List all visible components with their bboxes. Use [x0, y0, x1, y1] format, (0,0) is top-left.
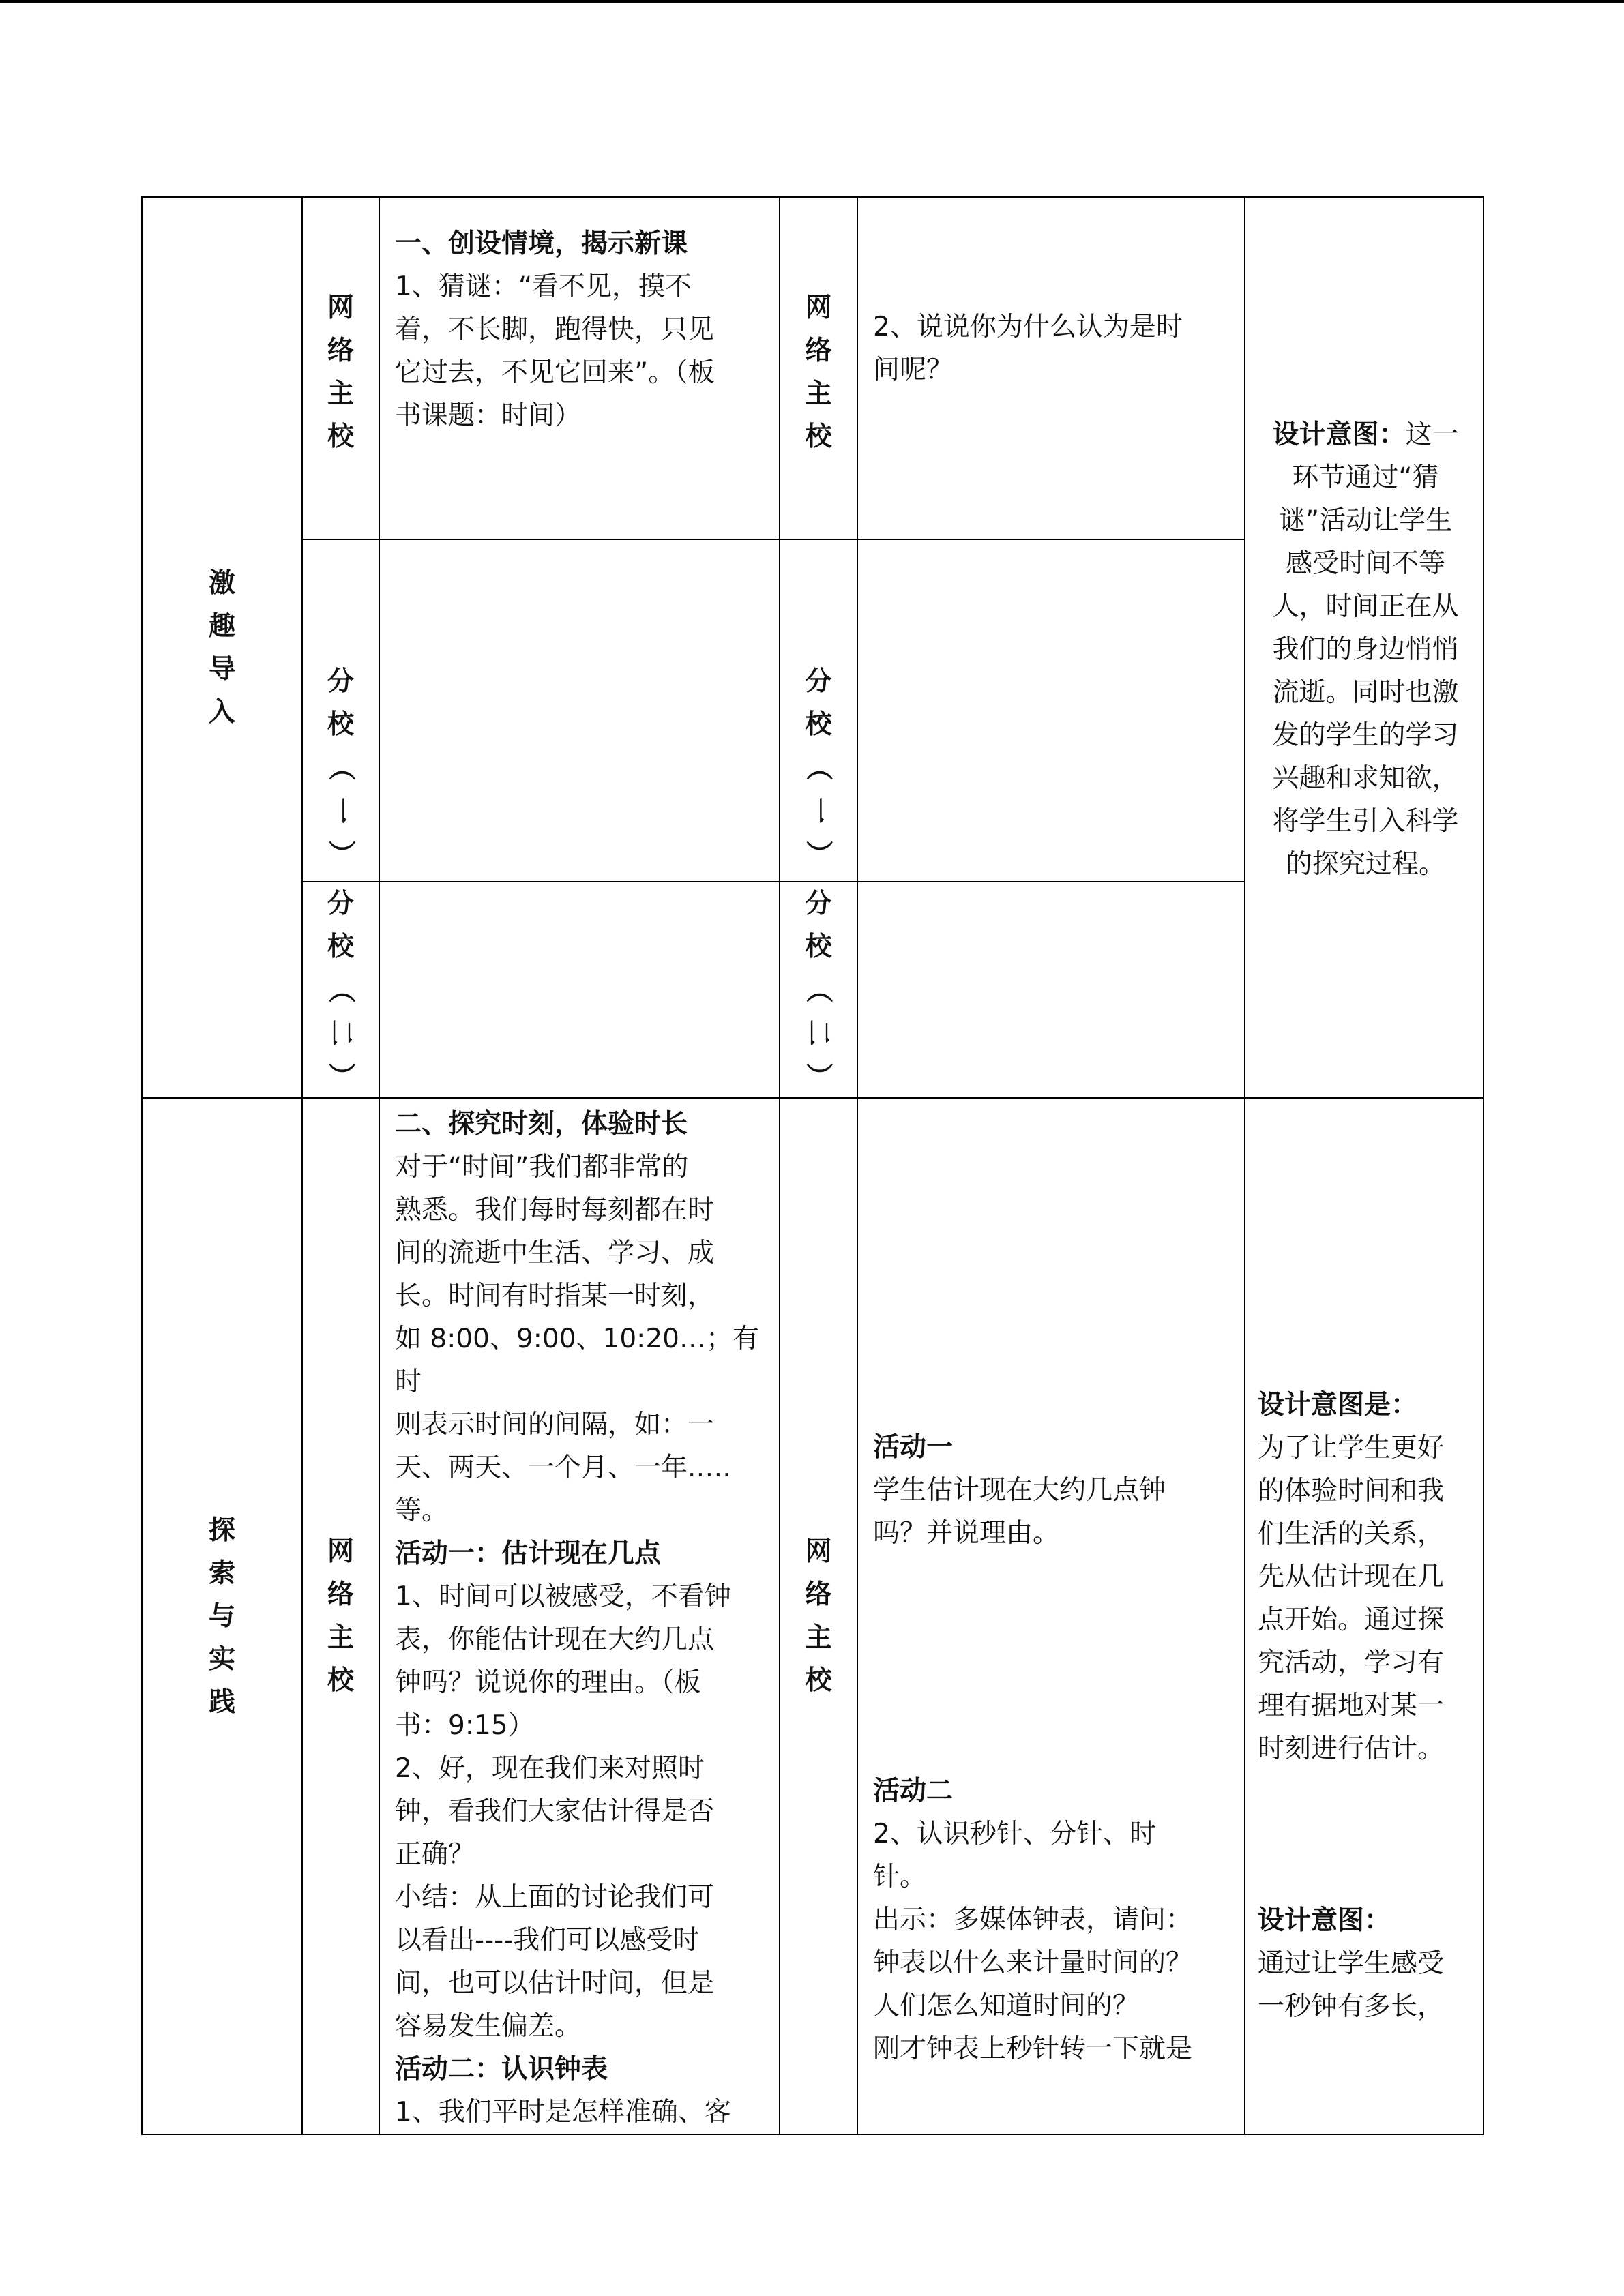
explore-teacher-line: 钟，看我们大家估计得是否: [395, 1796, 715, 1827]
explore-teacher-main-label-cell: [302, 1098, 379, 2134]
stage-explore-cell: [142, 1098, 302, 2134]
intro-teacher-heading: 一、创设情境，揭示新课: [395, 228, 688, 259]
label-char: [803, 746, 834, 789]
explore-activity1-title: 活动一: [873, 1432, 954, 1463]
explore-teacher-line: 对于“时间”我们都非常的: [395, 1152, 689, 1182]
explore-teacher-line: 2、好，现在我们来对照时: [395, 1753, 705, 1784]
explore-design-line: 理有据地对某一: [1258, 1690, 1445, 1721]
explore-design-line: 点开始。通过探: [1258, 1605, 1445, 1635]
intro-student-branch1-label: [780, 660, 857, 875]
explore-activity2-line: 刚才钟表上秒针转一下就是: [873, 2033, 1193, 2064]
lesson-plan-table: [141, 196, 1484, 2135]
label-number: 二: [325, 1019, 356, 1047]
explore-teacher-line: 以看出----我们可以感受时: [395, 1925, 700, 1956]
intro-design-line: 的探究过程。: [1285, 849, 1445, 880]
explore-design-cell: [1245, 1098, 1483, 2134]
intro-teacher-main-label-cell: [302, 197, 379, 539]
explore-activity2-line: 出示：多媒体钟表，请问：: [873, 1905, 1193, 1935]
label-char: 校: [327, 931, 354, 962]
explore-design-line: 为了让学生更好: [1258, 1433, 1445, 1463]
intro-design-line: 环节通过“猜: [1292, 462, 1439, 493]
explore-teacher-line: 天、两天、一个月、一年.….: [395, 1452, 731, 1483]
label-char: 分: [805, 889, 832, 919]
intro-teacher-line: 它过去，不见它回来”。（板: [395, 357, 715, 388]
label-paren-close: ）: [803, 839, 834, 867]
label-char: [327, 1011, 354, 1054]
intro-student-cell: [857, 197, 1245, 539]
label-char: [327, 832, 354, 875]
label-char: [327, 968, 354, 1011]
stage-intro-cell: [142, 197, 302, 1098]
explore-teacher-line: 间的流逝中生活、学习、成: [395, 1238, 715, 1268]
intro-student-main-label: 网络主校: [805, 293, 832, 452]
intro-design-cell: [1245, 197, 1483, 1098]
explore-activity2-line: 2、认识秒针、分针、时: [873, 1819, 1156, 1849]
intro-teacher-line: 着，不长脚，跑得快，只见: [395, 314, 715, 345]
explore-design-line: 通过让学生感受: [1258, 1948, 1445, 1979]
intro-design-line: 我们的身边悄悄: [1272, 634, 1459, 665]
stage-intro-label: 激趣导入: [208, 567, 235, 728]
explore-teacher-line: 钟吗？说说你的理由。（板: [395, 1667, 701, 1698]
label-char: [327, 1054, 354, 1097]
intro-student-line: 间呢？: [873, 355, 954, 385]
label-paren-open: （: [803, 976, 834, 1004]
label-char: [803, 789, 834, 832]
label-paren-close: ）: [803, 1062, 834, 1090]
label-paren-close: ）: [325, 1062, 356, 1090]
label-char: 分: [327, 666, 354, 697]
label-paren-close: ）: [325, 839, 356, 867]
explore-design-line: 一秒钟有多长，: [1258, 1991, 1445, 2022]
explore-design-title-2: 设计意图：: [1258, 1905, 1391, 1936]
intro-main-row: [142, 197, 1483, 539]
label-char: 校: [327, 709, 354, 740]
intro-design-line: 感受时间不等: [1285, 548, 1445, 579]
label-number: 二: [803, 1019, 834, 1047]
stage-explore-label: 探索与实践: [208, 1515, 235, 1718]
explore-teacher-heading: 活动二：认识钟表: [395, 2054, 608, 2085]
intro-student-branch2-label: [780, 882, 857, 1097]
intro-design-line: 流逝。同时也激: [1272, 677, 1459, 708]
label-char: [803, 832, 834, 875]
intro-teacher-cell: [379, 197, 780, 539]
intro-student-branch1-label-cell: [780, 539, 857, 882]
intro-student-branch2-label-cell: [780, 882, 857, 1098]
label-number: 一: [325, 796, 356, 824]
explore-design-title-1: 设计意图是：: [1258, 1390, 1418, 1420]
intro-teacher-branch1-label-cell: [302, 539, 379, 882]
label-number: 一: [803, 796, 834, 824]
explore-student-main-label-cell: [780, 1098, 857, 2134]
explore-teacher-line: 长。时间有时指某一时刻，: [395, 1281, 715, 1311]
explore-teacher-line: 小结：从上面的讨论我们可: [395, 1882, 715, 1913]
explore-student-main-label: 网络主校: [805, 1536, 832, 1696]
explore-design-line: 们生活的关系，: [1258, 1519, 1445, 1549]
label-char: 分: [805, 666, 832, 697]
explore-activity2-line: 人们怎么知道时间的？: [873, 1991, 1140, 2021]
intro-design-prefix-rest: 这一: [1405, 419, 1459, 450]
intro-student-main-label-cell: [780, 197, 857, 539]
explore-design-line: 先从估计现在几: [1258, 1562, 1445, 1592]
label-paren-open: （: [803, 754, 834, 781]
label-paren-open: （: [325, 976, 356, 1004]
explore-teacher-line: 等。: [395, 1495, 449, 1526]
explore-activity2-title: 活动二: [873, 1776, 954, 1806]
intro-teacher-branch2-label-cell: [302, 882, 379, 1098]
explore-teacher-heading: 活动一：估计现在几点: [395, 1538, 662, 1569]
intro-student-line: 2、说说你为什么认为是时: [873, 312, 1183, 342]
label-char: 校: [805, 931, 832, 962]
explore-student-cell: [857, 1098, 1245, 2134]
explore-teacher-line: 间，也可以估计时间，但是: [395, 1968, 715, 1999]
explore-teacher-line: 表，你能估计现在大约几点: [395, 1624, 715, 1655]
label-char: [803, 968, 834, 1011]
explore-design-line: 的体验时间和我: [1258, 1476, 1445, 1506]
intro-teacher-branch2-content: [379, 882, 780, 1098]
explore-teacher-heading: 二、探究时刻，体验时长: [395, 1109, 688, 1139]
explore-teacher-lines: [380, 1099, 779, 2134]
intro-teacher-branch2-label: [303, 882, 379, 1097]
explore-teacher-line: 书：9:15）: [395, 1710, 535, 1741]
explore-design-line: 究活动，学习有: [1258, 1648, 1445, 1678]
intro-design-line: 将学生引入科学: [1272, 806, 1459, 837]
label-char: [327, 746, 354, 789]
intro-design-line: 谜”活动让学生: [1278, 505, 1453, 536]
intro-design-line: 发的学生的学习: [1272, 720, 1459, 751]
label-char: 分: [327, 889, 354, 919]
explore-activity1-line: 学生估计现在大约几点钟: [873, 1475, 1166, 1506]
intro-design-line: 兴趣和求知欲，: [1272, 763, 1459, 794]
label-paren-open: （: [325, 754, 356, 781]
label-char: 校: [805, 709, 832, 740]
intro-student-branch1-content: [857, 539, 1245, 882]
label-char: [327, 789, 354, 832]
intro-design-prefix: 设计意图：: [1272, 419, 1406, 450]
explore-teacher-cell: [379, 1098, 780, 2134]
explore-activity1-line: 吗？并说理由。: [873, 1518, 1060, 1549]
explore-activity2-line: 针。: [873, 1862, 927, 1892]
page-top-border: [0, 0, 1624, 3]
explore-teacher-line: 如 8:00、9:00、10:20…；有时: [395, 1324, 759, 1397]
intro-design-line-0: [1262, 413, 1469, 456]
label-char: [803, 1054, 834, 1097]
explore-activity2-line: 钟表以什么来计量时间的？: [873, 1948, 1193, 1978]
explore-teacher-line: 1、时间可以被感受，不看钟: [395, 1581, 731, 1612]
intro-teacher-main-label: 网络主校: [327, 293, 354, 452]
intro-teacher-line: 1、猜谜：“看不见，摸不: [395, 271, 692, 302]
intro-teacher-line: 书课题：时间）: [395, 400, 582, 431]
explore-teacher-line: 1、我们平时是怎样准确、客: [395, 2097, 731, 2128]
explore-row: [142, 1098, 1483, 2134]
intro-teacher-branch1-label: [303, 660, 379, 875]
intro-student-branch2-content: [857, 882, 1245, 1098]
intro-teacher-branch1-content: [379, 539, 780, 882]
label-char: [803, 1011, 834, 1054]
intro-design-line: 人，时间正在从: [1272, 591, 1459, 622]
explore-teacher-line: 则表示时间的间隔，如：一: [395, 1410, 715, 1440]
explore-student-spacer: [873, 1555, 1230, 1770]
explore-design-spacer: [1258, 1770, 1469, 1899]
explore-teacher-line: 容易发生偏差。: [395, 2011, 582, 2042]
explore-teacher-line: 正确？: [395, 1839, 475, 1870]
explore-design-line: 时刻进行估计。: [1258, 1733, 1445, 1764]
explore-teacher-main-label: 网络主校: [327, 1536, 354, 1696]
explore-teacher-line: 熟悉。我们每时每刻都在时: [395, 1195, 715, 1225]
